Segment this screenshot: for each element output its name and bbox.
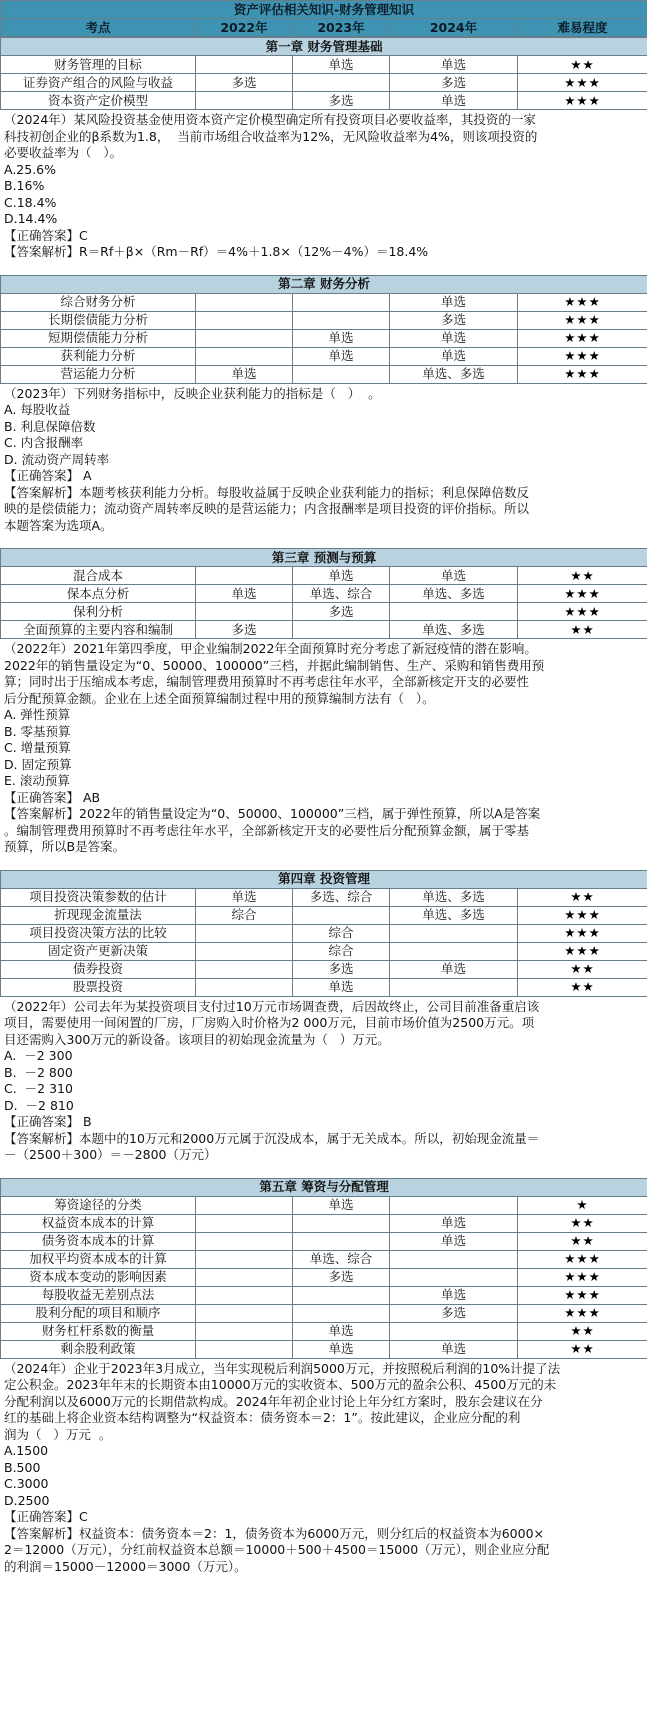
year-cell: [196, 942, 293, 960]
difficulty-stars: ★: [518, 1196, 647, 1214]
year-cell: [196, 1340, 293, 1358]
year-cell: 多选: [390, 74, 518, 92]
year-cell: [196, 92, 293, 110]
topic-cell: 保本点分析: [1, 585, 196, 603]
question-line: C. 内含报酬率: [4, 435, 84, 450]
spacer: [0, 534, 647, 548]
year-cell: [390, 924, 518, 942]
question-line: －（2500＋300）＝－2800（万元）: [4, 1147, 217, 1162]
topic-cell: 保利分析: [1, 603, 196, 621]
year-cell: 多选: [293, 603, 390, 621]
topic-cell: 筹资途径的分类: [1, 1196, 196, 1214]
column-header: 2023年: [293, 19, 390, 37]
difficulty-stars: ★★★: [518, 603, 647, 621]
question-line: C. －2 310: [4, 1081, 73, 1096]
difficulty-stars: ★★: [518, 1322, 647, 1340]
year-cell: 单选、综合: [293, 585, 390, 603]
year-cell: [390, 942, 518, 960]
question-line: 的利润＝15000－12000＝3000（万元）。: [4, 1558, 247, 1574]
table-row: [1, 942, 647, 960]
year-cell: [293, 1286, 390, 1304]
table-row: [1, 1214, 647, 1232]
question-line: C.18.4%: [4, 194, 57, 210]
table-row: [1, 365, 647, 383]
difficulty-stars: ★★★: [518, 74, 647, 92]
difficulty-stars: ★★★: [518, 924, 647, 942]
topic-cell: 证券资产组合的风险与收益: [1, 74, 196, 92]
example-question: [0, 384, 647, 535]
topic-cell: 债务资本成本的计算: [1, 1232, 196, 1250]
question-line: D. －2 810: [4, 1097, 74, 1113]
year-cell: [390, 1268, 518, 1286]
difficulty-stars: ★★: [518, 960, 647, 978]
question-line: 2022年的销售量设定为“0、50000、100000”三档，并据此编制销售、生产、采购和销售费用预: [4, 657, 545, 673]
year-cell: [293, 293, 390, 311]
year-cell: [196, 329, 293, 347]
year-cell: 单选: [293, 1322, 390, 1340]
difficulty-stars: ★★: [518, 888, 647, 906]
spacer: [0, 856, 647, 870]
header-table: [0, 0, 647, 37]
difficulty-stars: ★★★: [518, 1304, 647, 1322]
column-header: 难易程度: [518, 19, 647, 37]
chapter-heading-row: [1, 275, 647, 293]
table-row: [1, 1250, 647, 1268]
table-row: [1, 1268, 647, 1286]
year-cell: 单选: [390, 1340, 518, 1358]
question-line: 【正确答案】 B: [4, 1114, 92, 1129]
question-line: （2024年）某风险投资基金使用资本资产定价模型确定所有投资项目必要收益率，其投资的一家: [4, 112, 536, 127]
year-cell: [293, 1304, 390, 1322]
year-cell: [196, 1304, 293, 1322]
topic-cell: 项目投资决策方法的比较: [1, 924, 196, 942]
year-cell: 综合: [293, 942, 390, 960]
year-cell: [196, 924, 293, 942]
year-cell: 单选、多选: [390, 621, 518, 639]
year-cell: [293, 621, 390, 639]
year-cell: [293, 74, 390, 92]
question-line: C.3000: [4, 1476, 49, 1491]
question-line: A.1500: [4, 1443, 49, 1458]
question-line: 必要收益率为（ ）。: [4, 145, 123, 160]
year-cell: 多选: [390, 1304, 518, 1322]
topic-cell: 综合财务分析: [1, 293, 196, 311]
topic-cell: 折现现金流量法: [1, 906, 196, 924]
chapter-heading-row: [1, 870, 647, 888]
question-line: （2022年）2021年第四季度，甲企业编制2022年全面预算时充分考虑了新冠疫情的潜在影响。: [4, 641, 537, 656]
year-cell: 单选: [196, 585, 293, 603]
topic-cell: 股票投资: [1, 978, 196, 996]
year-cell: 单选: [390, 56, 518, 74]
year-cell: 单选: [390, 567, 518, 585]
question-line: 分配利润以及6000万元的长期借款构成。2024年年初企业讨论上年分红方案时，股东会建议在分: [4, 1393, 543, 1409]
question-line: 【正确答案】C: [4, 227, 88, 243]
chapter-table: [0, 870, 647, 997]
column-header-row: [1, 19, 647, 37]
table-row: [1, 92, 647, 110]
year-cell: 单选、多选: [390, 365, 518, 383]
year-cell: 综合: [196, 906, 293, 924]
question-line: D.14.4%: [4, 211, 58, 226]
table-row: [1, 621, 647, 639]
doc-title: 资产评估相关知识-财务管理知识: [1, 1, 647, 19]
spacer: [0, 261, 647, 275]
topic-cell: 权益资本成本的计算: [1, 1214, 196, 1232]
question-line: （2024年）企业于2023年3月成立，当年实现税后利润5000万元，并按照税后利润的10%计提了法: [4, 1360, 561, 1376]
table-row: [1, 1304, 647, 1322]
difficulty-stars: ★★: [518, 1214, 647, 1232]
year-cell: [196, 1214, 293, 1232]
year-cell: [293, 1214, 390, 1232]
table-row: [1, 1286, 647, 1304]
question-line: 科技初创企业的β系数为1.8， 当前市场组合收益率为12%，无风险收益率为4%，则该项投资的: [4, 128, 538, 144]
year-cell: [196, 347, 293, 365]
example-question: [0, 110, 647, 261]
topic-cell: 加权平均资本成本的计算: [1, 1250, 196, 1268]
year-cell: [293, 906, 390, 924]
column-header: 考点: [1, 19, 196, 37]
year-cell: 单选: [293, 329, 390, 347]
question-line: 映的是偿债能力；流动资产周转率反映的是营运能力；内含报酬率是项目投资的评价指标。所以: [4, 501, 530, 516]
chapter-heading-row: [1, 38, 647, 56]
year-cell: 单选: [293, 56, 390, 74]
table-row: [1, 978, 647, 996]
year-cell: [390, 603, 518, 621]
year-cell: [196, 56, 293, 74]
year-cell: 单选: [390, 1232, 518, 1250]
question-line: E. 滚动预算: [4, 773, 70, 788]
difficulty-stars: ★★★: [518, 1250, 647, 1268]
year-cell: 单选: [196, 888, 293, 906]
year-cell: [196, 603, 293, 621]
column-header: 2022年: [196, 19, 293, 37]
difficulty-stars: ★★★: [518, 329, 647, 347]
year-cell: [196, 1232, 293, 1250]
question-line: 润为（ ）万元 。: [4, 1426, 112, 1442]
question-line: 项目，需要使用一间闲置的厂房，厂房购入时价格为2 000万元，目前市场价值为2500万元。项: [4, 1015, 535, 1030]
topic-cell: 资本资产定价模型: [1, 92, 196, 110]
year-cell: [390, 1322, 518, 1340]
question-line: 后分配预算金额。企业在上述全面预算编制过程中用的预算编制方法有（ ）。: [4, 690, 435, 706]
question-line: B.16%: [4, 178, 45, 193]
question-line: 【答案解析】R＝Rf＋β×（Rm－Rf）＝4%＋1.8×（12%－4%）＝18.4%: [4, 244, 429, 259]
question-line: C. 增量预算: [4, 740, 71, 755]
year-cell: 单选: [390, 347, 518, 365]
year-cell: [196, 1196, 293, 1214]
year-cell: 单选: [293, 347, 390, 365]
chapter-table: [0, 275, 647, 384]
question-line: 【答案解析】本题考核获利能力分析。每股收益属于反映企业获利能力的指标；利息保障倍数反: [4, 484, 530, 500]
year-cell: 单选、多选: [390, 888, 518, 906]
topic-cell: 固定资产更新决策: [1, 942, 196, 960]
difficulty-stars: ★★★: [518, 347, 647, 365]
chapter-title: 第一章 财务管理基础: [1, 38, 647, 56]
topic-cell: 债券投资: [1, 960, 196, 978]
topic-cell: 股利分配的项目和顺序: [1, 1304, 196, 1322]
difficulty-stars: ★★: [518, 567, 647, 585]
column-header: 2024年: [390, 19, 518, 37]
question-line: 【答案解析】2022年的销售量设定为“0、50000、100000”三档，属于弹性预算，所以A是答案: [4, 806, 541, 821]
chapter-heading-row: [1, 1178, 647, 1196]
question-line: A.25.6%: [4, 161, 57, 177]
year-cell: 综合: [293, 924, 390, 942]
year-cell: 单选: [390, 1286, 518, 1304]
question-line: B. －2 800: [4, 1064, 73, 1080]
question-line: D. 流动资产周转率: [4, 451, 110, 467]
year-cell: [196, 311, 293, 329]
year-cell: 多选: [196, 621, 293, 639]
topic-cell: 营运能力分析: [1, 365, 196, 383]
year-cell: [293, 311, 390, 329]
year-cell: [390, 978, 518, 996]
year-cell: 单选: [196, 365, 293, 383]
year-cell: 单选: [390, 329, 518, 347]
year-cell: 多选: [390, 311, 518, 329]
chapter-title: 第五章 筹资与分配管理: [1, 1178, 647, 1196]
difficulty-stars: ★★: [518, 56, 647, 74]
question-line: 预算，所以B是答案。: [4, 839, 126, 854]
topic-cell: 剩余股利政策: [1, 1340, 196, 1358]
question-line: 【答案解析】本题中的10万元和2000万元属于沉没成本，属于无关成本。所以，初始现金流量＝: [4, 1130, 540, 1146]
question-line: A. 每股收益: [4, 402, 71, 417]
difficulty-stars: ★★: [518, 621, 647, 639]
question-line: A. 弹性预算: [4, 707, 71, 722]
year-cell: [196, 293, 293, 311]
table-row: [1, 1322, 647, 1340]
difficulty-stars: ★★★: [518, 293, 647, 311]
table-row: [1, 960, 647, 978]
chapter-title: 第二章 财务分析: [1, 275, 647, 293]
question-line: B. 零基预算: [4, 723, 71, 739]
difficulty-stars: ★★★: [518, 365, 647, 383]
year-cell: 多选、综合: [293, 888, 390, 906]
difficulty-stars: ★★★: [518, 311, 647, 329]
table-row: [1, 567, 647, 585]
question-line: B. 利息保障倍数: [4, 418, 96, 434]
table-row: [1, 1340, 647, 1358]
topic-cell: 财务管理的目标: [1, 56, 196, 74]
year-cell: [196, 1286, 293, 1304]
example-question: [0, 639, 647, 856]
year-cell: [196, 1250, 293, 1268]
year-cell: 单选: [390, 92, 518, 110]
question-line: B.500: [4, 1459, 41, 1475]
topic-cell: 项目投资决策参数的估计: [1, 888, 196, 906]
year-cell: 多选: [196, 74, 293, 92]
table-row: [1, 1232, 647, 1250]
difficulty-stars: ★★★: [518, 92, 647, 110]
year-cell: [196, 1322, 293, 1340]
difficulty-stars: ★★: [518, 978, 647, 996]
year-cell: [196, 978, 293, 996]
year-cell: 单选、多选: [390, 585, 518, 603]
topic-cell: 获利能力分析: [1, 347, 196, 365]
topic-cell: 财务杠杆系数的衡量: [1, 1322, 196, 1340]
question-line: （2023年）下列财务指标中，反映企业获利能力的指标是（ ） 。: [4, 385, 381, 401]
year-cell: 单选、综合: [293, 1250, 390, 1268]
question-line: 本题答案为选项A。: [4, 517, 113, 533]
table-row: [1, 888, 647, 906]
chapter-title: 第三章 预测与预算: [1, 549, 647, 567]
year-cell: 单选: [390, 1214, 518, 1232]
year-cell: 单选: [293, 978, 390, 996]
year-cell: [196, 567, 293, 585]
table-row: [1, 585, 647, 603]
topic-cell: 全面预算的主要内容和编制: [1, 621, 196, 639]
difficulty-stars: ★★★: [518, 906, 647, 924]
topic-cell: 短期偿债能力分析: [1, 329, 196, 347]
chapter-table: [0, 37, 647, 110]
question-line: 【正确答案】C: [4, 1509, 88, 1524]
year-cell: [390, 1250, 518, 1268]
year-cell: 单选: [293, 1196, 390, 1214]
table-row: [1, 603, 647, 621]
table-row: [1, 924, 647, 942]
difficulty-stars: ★★: [518, 1340, 647, 1358]
chapter-table: [0, 548, 647, 639]
difficulty-stars: ★★★: [518, 1286, 647, 1304]
question-line: 。编制管理费用预算时不再考虑往年水平，全部新核定开支的必要性后分配预算金额，属于零基: [4, 822, 530, 838]
question-line: 红的基础上将企业资本结构调整为“权益资本：债务资本＝2：1”。按此建议，企业应分配的利: [4, 1410, 521, 1425]
year-cell: 单选: [293, 567, 390, 585]
table-row: [1, 293, 647, 311]
example-question: [0, 1359, 647, 1576]
question-line: 算；同时出于压缩成本考虑，编制管理费用预算时不再考虑往年水平，全部新核定开支的必要性: [4, 674, 530, 689]
question-line: 定公积金。2023年年末的长期资本由10000万元的实收资本、500万元的盈余公积、4500万元的未: [4, 1377, 557, 1392]
year-cell: 单选: [390, 960, 518, 978]
table-row: [1, 347, 647, 365]
year-cell: [390, 1196, 518, 1214]
topic-cell: 混合成本: [1, 567, 196, 585]
example-question: [0, 997, 647, 1164]
year-cell: 多选: [293, 1268, 390, 1286]
year-cell: 单选: [293, 1340, 390, 1358]
question-line: 【正确答案】 A: [4, 468, 92, 483]
question-line: D. 固定预算: [4, 756, 72, 772]
topic-cell: 长期偿债能力分析: [1, 311, 196, 329]
year-cell: 单选: [390, 293, 518, 311]
chapter-table: [0, 1178, 647, 1359]
table-row: [1, 74, 647, 92]
question-line: 【答案解析】权益资本：债务资本＝2：1，债务资本为6000万元，则分红后的权益资本为6000×: [4, 1525, 545, 1541]
chapter-heading-row: [1, 549, 647, 567]
topic-cell: 每股收益无差别点法: [1, 1286, 196, 1304]
table-row: [1, 329, 647, 347]
year-cell: [293, 1232, 390, 1250]
question-line: D.2500: [4, 1492, 50, 1508]
spacer: [0, 1164, 647, 1178]
table-row: [1, 56, 647, 74]
year-cell: [293, 365, 390, 383]
spacer: [0, 1575, 647, 1589]
topic-cell: 资本成本变动的影响因素: [1, 1268, 196, 1286]
year-cell: [196, 960, 293, 978]
title-row: [1, 1, 647, 19]
difficulty-stars: ★★★: [518, 585, 647, 603]
year-cell: 单选、多选: [390, 906, 518, 924]
difficulty-stars: ★★★: [518, 1268, 647, 1286]
question-line: 【正确答案】 AB: [4, 789, 101, 805]
table-row: [1, 1196, 647, 1214]
difficulty-stars: ★★: [518, 1232, 647, 1250]
question-line: （2022年）公司去年为某投资项目支付过10万元市场调查费，后因故终止，公司目前准备重启该: [4, 998, 540, 1014]
question-line: 目还需购入300万元的新设备。该项目的初始现金流量为（ ）万元。: [4, 1031, 390, 1047]
table-row: [1, 906, 647, 924]
year-cell: 多选: [293, 92, 390, 110]
year-cell: 多选: [293, 960, 390, 978]
year-cell: [196, 1268, 293, 1286]
chapter-title: 第四章 投资管理: [1, 870, 647, 888]
table-row: [1, 311, 647, 329]
question-line: 2＝12000（万元），分红前权益资本总额＝10000＋500＋4500＝15000（万元），则企业应分配: [4, 1542, 550, 1557]
question-line: A. －2 300: [4, 1048, 73, 1063]
difficulty-stars: ★★★: [518, 942, 647, 960]
